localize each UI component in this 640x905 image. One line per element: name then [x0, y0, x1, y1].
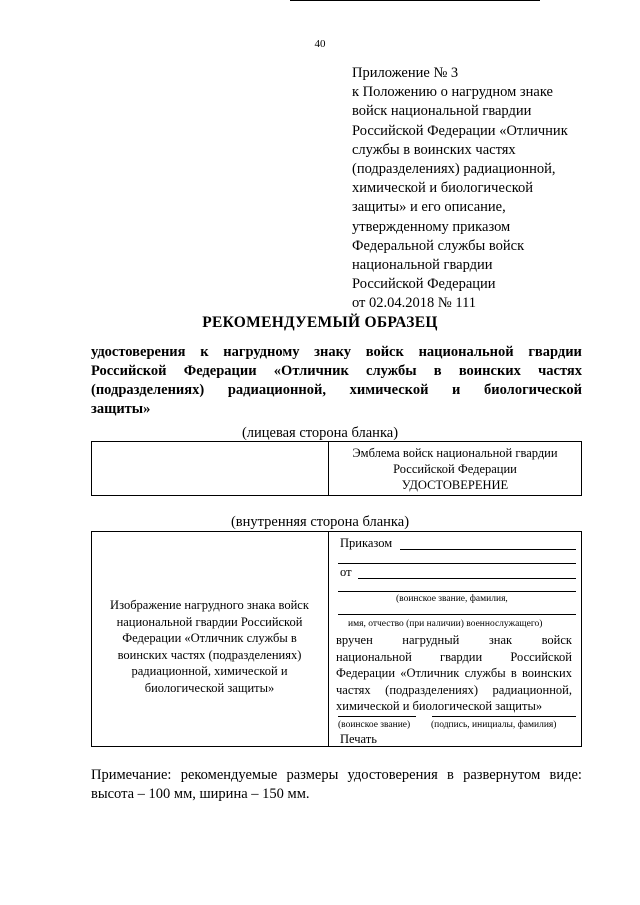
word: Федерации — [183, 363, 257, 379]
recipient-name-field[interactable] — [338, 614, 576, 615]
word: размеры — [286, 767, 339, 783]
front-side-content — [329, 445, 581, 493]
document-subtitle — [91, 343, 582, 419]
description-line: радиационной, химической и — [131, 664, 288, 678]
word: виде: — [549, 767, 582, 783]
recipient-rank-field[interactable] — [338, 591, 576, 592]
description-line: Изображение нагрудного знака войск — [110, 598, 309, 612]
appendix-line: к Положению о нагрудном знаке — [352, 84, 553, 101]
word: гвардии — [528, 344, 582, 360]
word: и — [452, 382, 461, 398]
subtitle-line: защиты» — [91, 401, 151, 417]
word: к — [200, 344, 209, 360]
signer-rank-field[interactable] — [338, 716, 416, 717]
note-line — [91, 766, 582, 785]
word: удостоверения — [347, 767, 438, 783]
appendix-line: химической и биологической — [352, 180, 534, 197]
order-field-continuation[interactable] — [338, 563, 576, 564]
awarded-line: химической и биологической защиты» — [336, 699, 543, 713]
front-side-line: УДОСТОВЕРЕНИЕ — [401, 478, 509, 492]
word: гвардии — [439, 649, 483, 664]
word: национальной — [418, 344, 514, 360]
awarded-line — [336, 632, 572, 649]
awarded-line — [336, 649, 572, 666]
appendix-line: Приложение № 3 — [352, 65, 459, 81]
document-title: РЕКОМЕНДУЕМЫЙ ОБРАЗЕЦ — [202, 314, 438, 331]
subtitle-line — [91, 381, 582, 400]
word: Российской — [91, 363, 167, 379]
word: радиационной, — [492, 682, 572, 697]
signer-rank-hint: (воинское звание) — [338, 720, 411, 730]
front-side-line: Эмблема войск национальной гвардии — [352, 446, 558, 460]
stamp-label: Печать — [340, 732, 377, 746]
word: частях — [538, 363, 582, 379]
appendix-line: национальной гвардии — [352, 257, 493, 274]
awarded-line — [336, 665, 572, 682]
front-side-table — [91, 441, 582, 496]
description-line: биологической защиты» — [144, 680, 275, 695]
appendix-line: Российской Федерации — [352, 276, 496, 293]
word: биологической — [484, 382, 582, 398]
word: частях — [336, 682, 371, 697]
word: знак — [488, 633, 513, 647]
word: воинских — [458, 363, 521, 379]
word: вручен — [336, 633, 373, 647]
badge-image-description — [92, 597, 327, 696]
word: рекомендуемые — [180, 767, 278, 783]
appendix-line: (подразделениях) радиационной, — [352, 161, 556, 178]
appendix-line: утвержденному приказом — [352, 218, 511, 235]
word: национальной — [336, 649, 412, 664]
note-line: высота – 100 мм, ширина – 150 мм. — [91, 786, 310, 802]
note — [91, 766, 582, 804]
word: службы — [366, 363, 417, 379]
page-number: 40 — [314, 38, 326, 50]
inner-side-caption: (внутренняя сторона бланка) — [230, 514, 410, 530]
appendix-line: войск национальной гвардии — [352, 103, 532, 120]
word: в — [447, 767, 454, 783]
description-line: Федерации «Отличник службы в — [122, 631, 297, 645]
from-date-field[interactable] — [358, 578, 576, 579]
word: радиационной, — [227, 382, 326, 398]
word: знаку — [314, 344, 352, 360]
appendix-line: защиты» и его описание, — [352, 199, 506, 216]
word: в — [510, 666, 517, 680]
word: войск — [365, 344, 404, 360]
word: удостоверения — [91, 344, 186, 360]
inner-side-table — [91, 531, 582, 747]
word: развернутом — [463, 767, 541, 783]
appendix-header — [352, 64, 612, 314]
word: нагрудному — [223, 344, 300, 360]
top-edge-line — [290, 0, 540, 1]
description-line: воинских частях (подразделениях) — [117, 647, 302, 662]
front-side-caption: (лицевая сторона бланка) — [241, 425, 399, 441]
table-divider — [328, 532, 329, 746]
awarded-text — [336, 632, 572, 715]
front-side-line: Российской Федерации — [393, 462, 517, 476]
from-label: от — [340, 565, 352, 579]
patronymic-hint: имя, отчество (при наличии) военнослужащего) — [348, 619, 543, 629]
signature-field[interactable] — [432, 716, 576, 717]
subtitle-line — [91, 362, 582, 381]
word: Российской — [510, 649, 572, 664]
word: «Отличник — [273, 363, 349, 379]
description-line: национальной гвардии Российской — [116, 614, 303, 629]
order-label: Приказом — [340, 536, 393, 550]
word: нагрудный — [402, 633, 460, 647]
appendix-line: Федеральной службы войск — [352, 237, 525, 254]
word: в — [433, 363, 442, 379]
word: Федерации — [336, 666, 396, 680]
order-field[interactable] — [400, 549, 576, 550]
rank-name-hint: (воинское звание, фамилия, — [396, 594, 508, 604]
word: «Отличник — [400, 666, 460, 680]
signature-hint: (подпись, инициалы, фамилия) — [431, 720, 557, 730]
appendix-line: Российской Федерации «Отличник — [352, 122, 568, 139]
word: химической — [349, 382, 429, 398]
word: (подразделениях) — [385, 682, 479, 697]
word: воинских — [521, 666, 572, 680]
appendix-line: от 02.04.2018 № 111 — [352, 295, 477, 312]
subtitle-line — [91, 343, 582, 362]
word: службы — [464, 666, 506, 680]
word: войск — [541, 633, 572, 647]
awarded-line — [336, 682, 572, 699]
word: (подразделениях) — [91, 382, 205, 398]
appendix-line: службы в воинских частях — [352, 141, 516, 158]
word: Примечание: — [91, 767, 172, 783]
